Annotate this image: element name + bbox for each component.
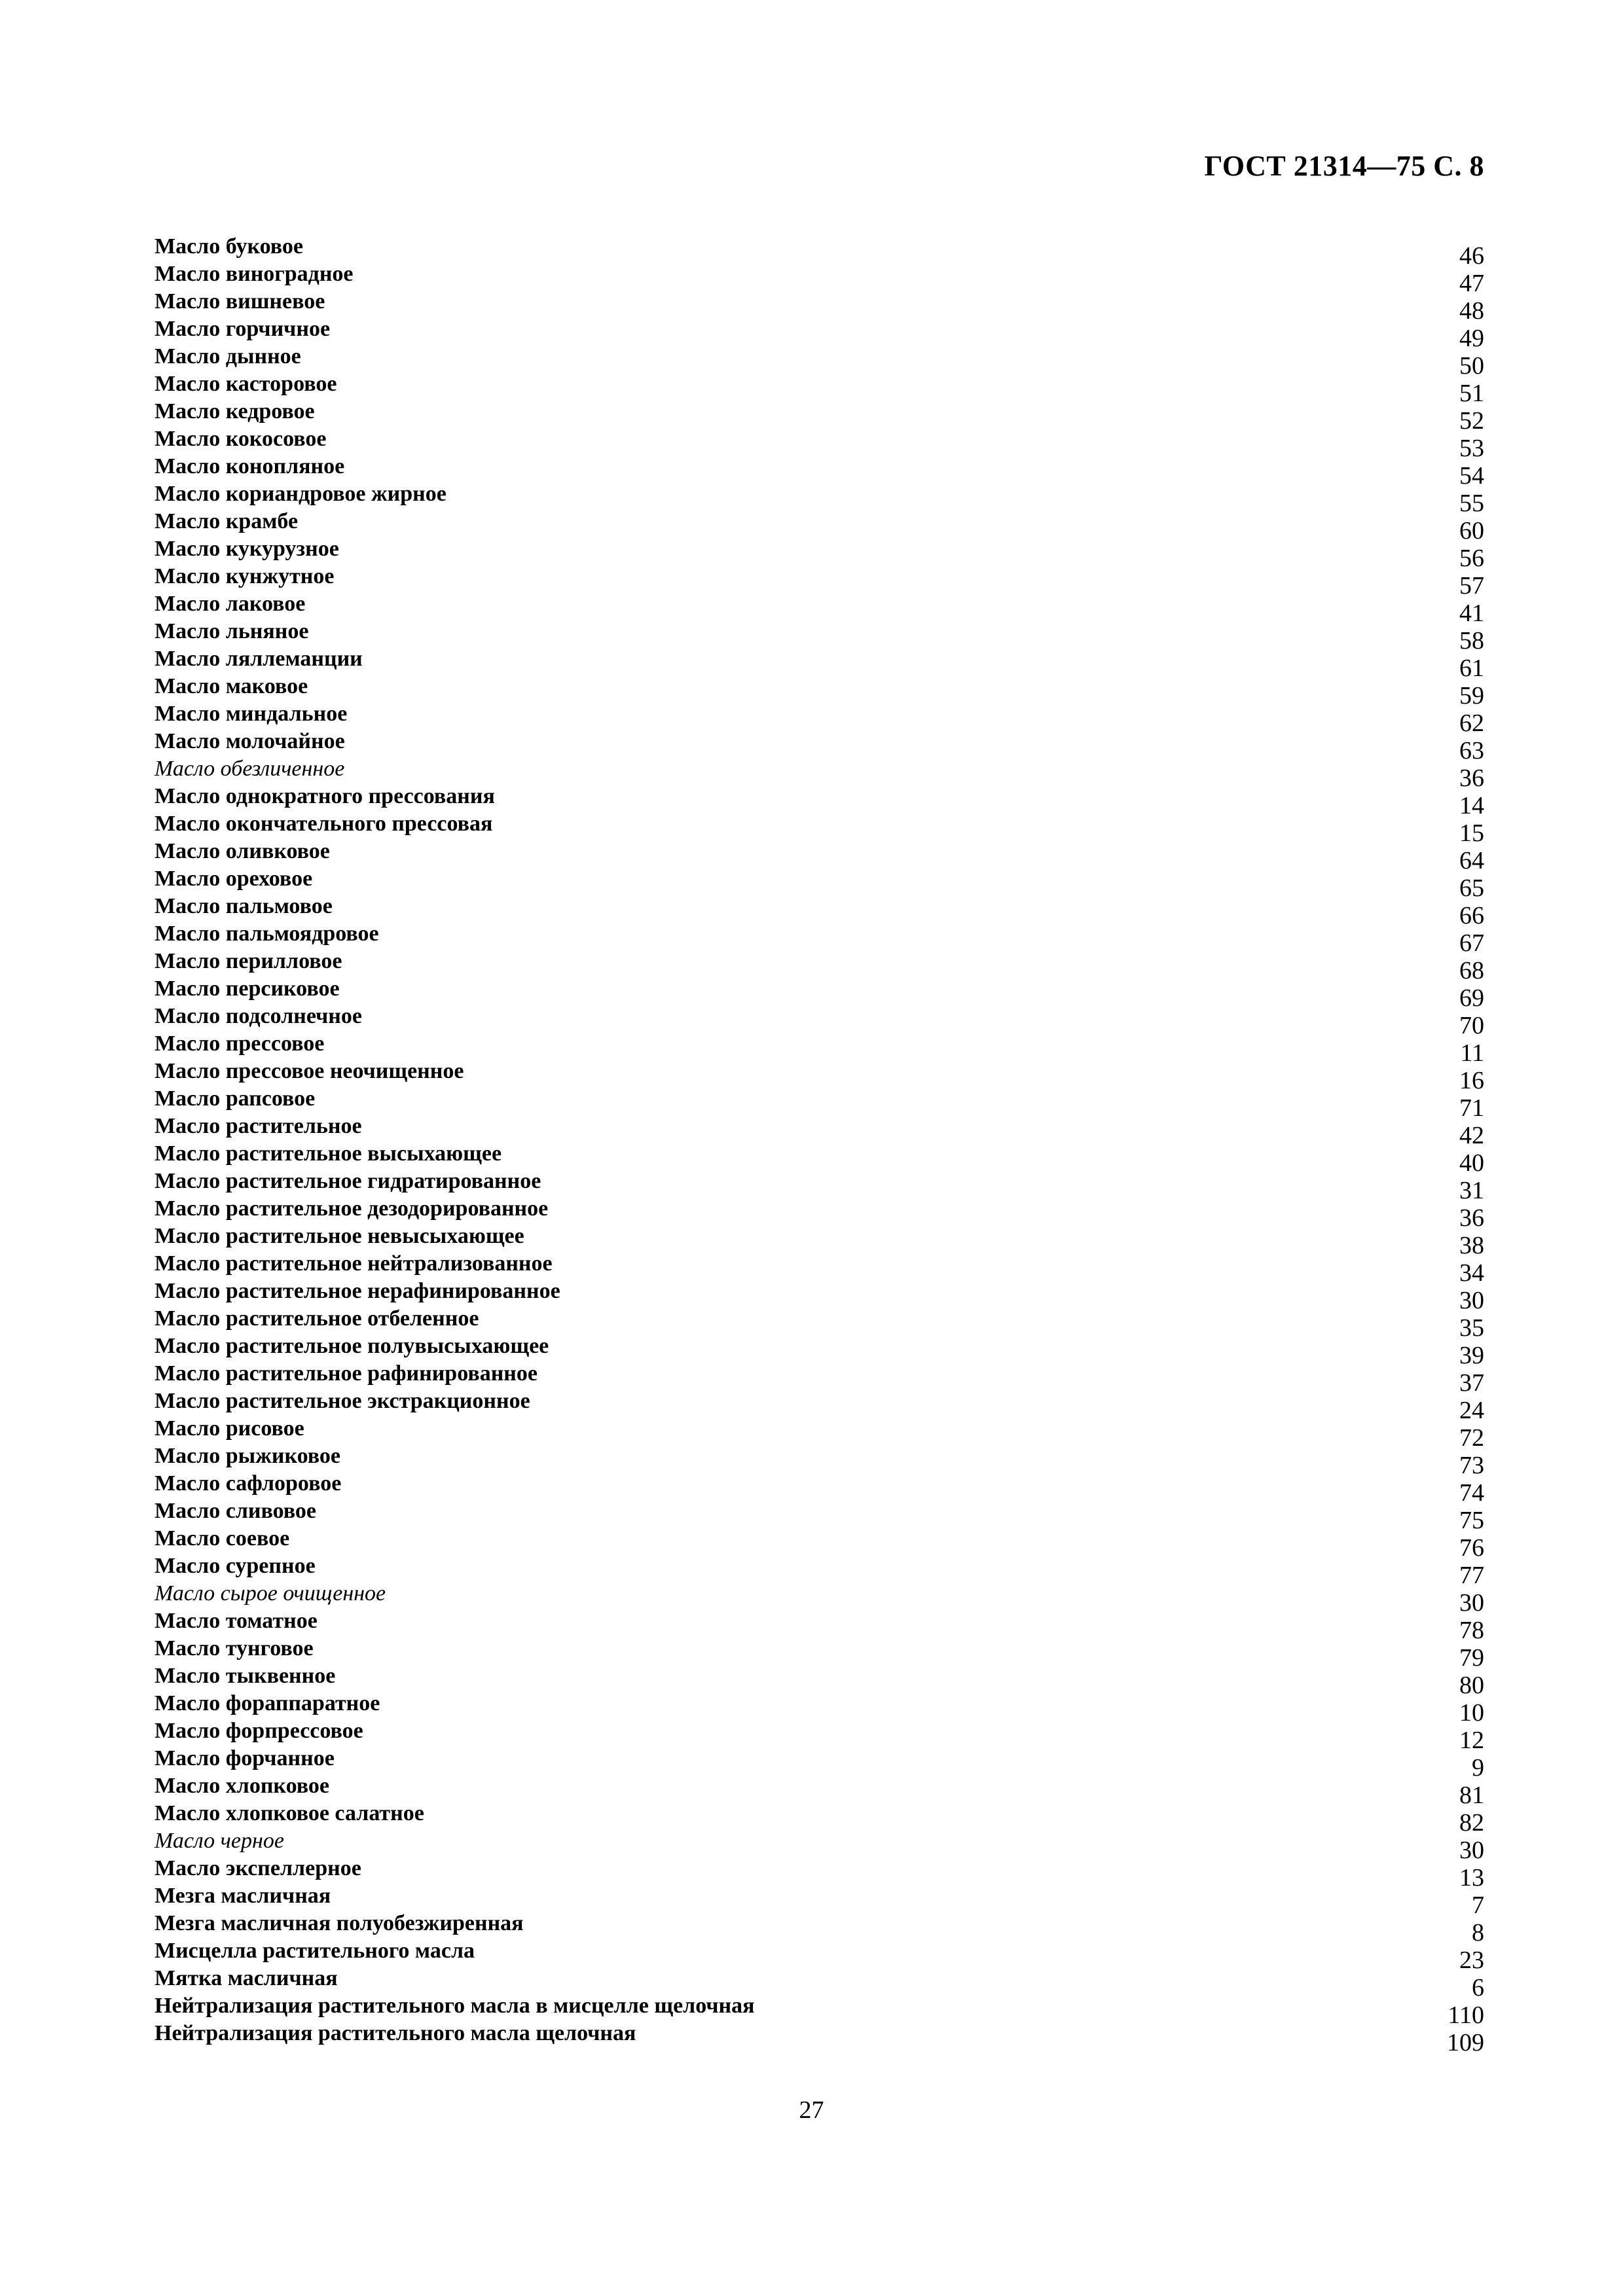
- index-entry: [155, 1662, 1484, 1699]
- index-term: Масло сырое очищенное: [155, 1581, 386, 1605]
- index-term: Масло растительное гидратированное: [155, 1169, 541, 1193]
- index-entry: [155, 700, 1484, 737]
- index-term: Масло рисовое: [155, 1416, 304, 1441]
- index-entry: [155, 2020, 1484, 2056]
- index-number: 67: [1459, 929, 1484, 957]
- index-term: Масло сафлоровое: [155, 1471, 342, 1496]
- index-term: Масло хлопковое: [155, 1774, 329, 1798]
- index-number: 82: [1459, 1809, 1484, 1837]
- index-term: Масло пальмоядровое: [155, 922, 379, 946]
- index-term: Масло растительное невысыхающее: [155, 1224, 524, 1248]
- index-term: Мисцелла растительного масла: [155, 1939, 475, 1963]
- index-number: 54: [1459, 462, 1484, 490]
- index-number: 110: [1448, 2001, 1484, 2029]
- index-number: 23: [1459, 1946, 1484, 1974]
- index-number: 24: [1459, 1397, 1484, 1424]
- index-number: 56: [1459, 545, 1484, 572]
- index-number: 36: [1459, 1204, 1484, 1232]
- index-number: 42: [1459, 1122, 1484, 1149]
- index-term: Масло кунжутное: [155, 564, 335, 588]
- index-term: Масло растительное дезодорированное: [155, 1196, 549, 1221]
- index-entry: [155, 563, 1484, 600]
- index-term: Масло вишневое: [155, 289, 325, 314]
- index-entry: [155, 920, 1484, 957]
- index-number: 55: [1459, 490, 1484, 517]
- index-entry: [155, 865, 1484, 902]
- index-number: 47: [1459, 270, 1484, 297]
- index-term: Масло пальмовое: [155, 894, 333, 918]
- index-entry: [155, 1690, 1484, 1727]
- index-entry: [155, 370, 1484, 407]
- index-term: Мезга масличная полуобезжиренная: [155, 1911, 524, 1935]
- index-number: 31: [1459, 1177, 1484, 1204]
- index-entry: [155, 1635, 1484, 1672]
- index-entry: [155, 508, 1484, 545]
- index-number: 11: [1460, 1039, 1484, 1067]
- index-entry: [155, 1470, 1484, 1507]
- index-term: Масло персиковое: [155, 977, 340, 1001]
- index-number: 77: [1459, 1562, 1484, 1589]
- index-number: 76: [1459, 1534, 1484, 1562]
- index-term: Масло фораппаратное: [155, 1691, 380, 1715]
- index-term: Масло однократного прессования: [155, 784, 495, 808]
- index-number: 64: [1459, 847, 1484, 874]
- index-number: 59: [1459, 682, 1484, 709]
- index-number: 30: [1459, 1837, 1484, 1864]
- index-entry: [155, 1058, 1484, 1094]
- page-header: ГОСТ 21314—75 С. 8: [1204, 150, 1484, 182]
- index-term: Масло молочайное: [155, 729, 345, 753]
- index-entry: [155, 1992, 1484, 2029]
- index-number: 38: [1459, 1232, 1484, 1259]
- index-term: Масло томатное: [155, 1609, 318, 1633]
- index-number: 57: [1459, 572, 1484, 600]
- index-entry: [155, 1278, 1484, 1314]
- index-entry: [155, 1745, 1484, 1782]
- index-number: 7: [1472, 1892, 1484, 1919]
- index-number: 51: [1459, 380, 1484, 407]
- index-entry: [155, 1525, 1484, 1562]
- index-entry: [155, 1800, 1484, 1837]
- index-term: Масло виноградное: [155, 262, 354, 286]
- index-number: 34: [1459, 1259, 1484, 1287]
- index-entry: [155, 1607, 1484, 1644]
- index-entry: [155, 398, 1484, 435]
- index-number: 73: [1459, 1452, 1484, 1479]
- index-entry: [155, 1030, 1484, 1067]
- index-term: Масло конопляное: [155, 454, 345, 478]
- index-entry: [155, 645, 1484, 682]
- index-number: 30: [1459, 1287, 1484, 1314]
- index-term: Масло кедровое: [155, 399, 315, 423]
- index-entry: [155, 1113, 1484, 1149]
- index-number: 63: [1459, 737, 1484, 764]
- index-entry: [155, 1415, 1484, 1452]
- index-term: Масло растительное высыхающее: [155, 1141, 502, 1166]
- index-number: 65: [1459, 874, 1484, 902]
- index-entry: [155, 1443, 1484, 1479]
- index-number: 74: [1459, 1479, 1484, 1507]
- index-entry: [155, 1882, 1484, 1919]
- index-entry: [155, 1580, 1484, 1617]
- index-number: 50: [1459, 352, 1484, 380]
- index-term: Масло растительное нерафинированное: [155, 1279, 560, 1303]
- index-term: Масло растительное экстракционное: [155, 1389, 530, 1413]
- index-number: 46: [1459, 242, 1484, 270]
- index-entry: [155, 233, 1484, 270]
- index-entry: [155, 948, 1484, 984]
- index-term: Масло соевое: [155, 1526, 290, 1551]
- index-entry: [155, 783, 1484, 819]
- index-term: Масло тунговое: [155, 1636, 314, 1660]
- index-number: 72: [1459, 1424, 1484, 1452]
- index-term: Нейтрализация растительного масла в мисцелле щелочная: [155, 1994, 755, 2018]
- index-number: 36: [1459, 764, 1484, 792]
- index-number: 79: [1459, 1644, 1484, 1672]
- index-term: Масло окончательного прессовая: [155, 812, 493, 836]
- index-entry: [155, 1140, 1484, 1177]
- index-entry: [155, 755, 1484, 792]
- index-entry: [155, 838, 1484, 874]
- index-number: 70: [1459, 1012, 1484, 1039]
- index-number: 8: [1472, 1919, 1484, 1946]
- index-term: Масло экспеллерное: [155, 1856, 361, 1880]
- index-term: Масло обезличенное: [155, 757, 345, 781]
- index-number: 68: [1459, 957, 1484, 984]
- index-term: Масло сурепное: [155, 1554, 316, 1578]
- index-entry: [155, 1223, 1484, 1259]
- index-number: 14: [1459, 792, 1484, 819]
- index-term: Мезга масличная: [155, 1884, 331, 1908]
- index-term: Мятка масличная: [155, 1966, 338, 1990]
- index-number: 69: [1459, 984, 1484, 1012]
- index-entry: [155, 1333, 1484, 1369]
- index-entry: [155, 1965, 1484, 2001]
- index-number: 81: [1459, 1782, 1484, 1809]
- index-entry: [155, 893, 1484, 929]
- index-entry: [155, 1910, 1484, 1946]
- index-entry: [155, 1772, 1484, 1809]
- page-number: 27: [799, 2096, 824, 2124]
- index-number: 39: [1459, 1342, 1484, 1369]
- index-number: 80: [1459, 1672, 1484, 1699]
- index-entry: [155, 1717, 1484, 1754]
- index-term: Масло растительное нейтрализованное: [155, 1251, 553, 1276]
- index-term: Масло кориандровое жирное: [155, 482, 447, 506]
- index-term: Масло форпрессовое: [155, 1719, 363, 1743]
- index-entry: [155, 1305, 1484, 1342]
- index-term: Масло подсолнечное: [155, 1004, 362, 1028]
- index-term: Масло перилловое: [155, 949, 342, 973]
- index-number: 66: [1459, 902, 1484, 929]
- index-term: Масло миндальное: [155, 702, 348, 726]
- index-term: Масло горчичное: [155, 317, 331, 341]
- index-entry: [155, 1388, 1484, 1424]
- index-number: 40: [1459, 1149, 1484, 1177]
- index-number: 30: [1459, 1589, 1484, 1617]
- index-number: 35: [1459, 1314, 1484, 1342]
- index-term: Масло кукурузное: [155, 537, 339, 561]
- index-entry: [155, 1085, 1484, 1122]
- index-entry: [155, 453, 1484, 490]
- index-entry: [155, 1937, 1484, 1974]
- index-number: 13: [1459, 1864, 1484, 1892]
- index-number: 15: [1459, 819, 1484, 847]
- index-number: 75: [1459, 1507, 1484, 1534]
- index-entry: [155, 315, 1484, 352]
- index-number: 10: [1459, 1699, 1484, 1727]
- index-term: Масло ореховое: [155, 867, 313, 891]
- index-number: 53: [1459, 435, 1484, 462]
- index-term: Масло ляллеманции: [155, 647, 363, 671]
- index-term: Масло рыжиковое: [155, 1444, 340, 1468]
- index-entry: [155, 343, 1484, 380]
- index-entry: [155, 1250, 1484, 1287]
- index-term: Масло растительное рафинированное: [155, 1361, 538, 1386]
- index-entry: [155, 288, 1484, 325]
- index-entry: [155, 1498, 1484, 1534]
- index-term: Масло кокосовое: [155, 427, 327, 451]
- index-term: Масло растительное отбеленное: [155, 1306, 479, 1331]
- index-entry: [155, 1827, 1484, 1864]
- index-number: 61: [1459, 655, 1484, 682]
- index-term: Нейтрализация растительного масла щелочная: [155, 2021, 636, 2045]
- index-entry: [155, 810, 1484, 847]
- index-number: 71: [1459, 1094, 1484, 1122]
- index-number: 52: [1459, 407, 1484, 435]
- index-entry: [155, 728, 1484, 764]
- index-term: Масло рапсовое: [155, 1086, 316, 1111]
- index-entry: [155, 1168, 1484, 1204]
- index-entry: [155, 1003, 1484, 1039]
- index-term: Масло сливовое: [155, 1499, 317, 1523]
- index-number: 48: [1459, 297, 1484, 325]
- index-entry: [155, 1360, 1484, 1397]
- index-entry: [155, 1552, 1484, 1589]
- index-term: Масло форчанное: [155, 1746, 335, 1770]
- index-number: 37: [1459, 1369, 1484, 1397]
- index-term: Масло лаковое: [155, 592, 306, 616]
- index-term: Масло растительное полувысыхающее: [155, 1334, 549, 1358]
- index-number: 78: [1459, 1617, 1484, 1644]
- index-entry: [155, 975, 1484, 1012]
- index-number: 62: [1459, 709, 1484, 737]
- index-term: Масло черное: [155, 1829, 284, 1853]
- index-number: 16: [1459, 1067, 1484, 1094]
- index-number: 58: [1459, 627, 1484, 655]
- index-entry: [155, 618, 1484, 655]
- index-number: 9: [1472, 1754, 1484, 1782]
- index-number: 49: [1459, 325, 1484, 352]
- index-entry: [155, 480, 1484, 517]
- index-number: 12: [1459, 1727, 1484, 1754]
- index-number: 6: [1472, 1974, 1484, 2001]
- index-entry: [155, 1855, 1484, 1892]
- index-term: Масло хлопковое салатное: [155, 1801, 424, 1825]
- index-entry: [155, 425, 1484, 462]
- index-entry: [155, 535, 1484, 572]
- index-number: 60: [1459, 517, 1484, 545]
- index-term: Масло прессовое неочищенное: [155, 1059, 464, 1083]
- index-entry: [155, 1195, 1484, 1232]
- index-term: Масло касторовое: [155, 372, 337, 396]
- index-term: Масло крамбе: [155, 509, 299, 533]
- index-term: Масло прессовое: [155, 1031, 325, 1056]
- index-term: Масло льняное: [155, 619, 309, 643]
- index-entry: [155, 590, 1484, 627]
- index-term: Масло оливковое: [155, 839, 330, 863]
- index-term: Масло тыквенное: [155, 1664, 336, 1688]
- index-entry: [155, 673, 1484, 709]
- index-number: 41: [1459, 600, 1484, 627]
- index-number: 109: [1447, 2029, 1484, 2056]
- index-term: Масло маковое: [155, 674, 308, 698]
- index-term: Масло растительное: [155, 1114, 362, 1138]
- index-term: Масло дынное: [155, 344, 301, 368]
- term-index-list: [155, 233, 1484, 2056]
- index-entry: [155, 260, 1484, 297]
- index-term: Масло буковое: [155, 234, 303, 259]
